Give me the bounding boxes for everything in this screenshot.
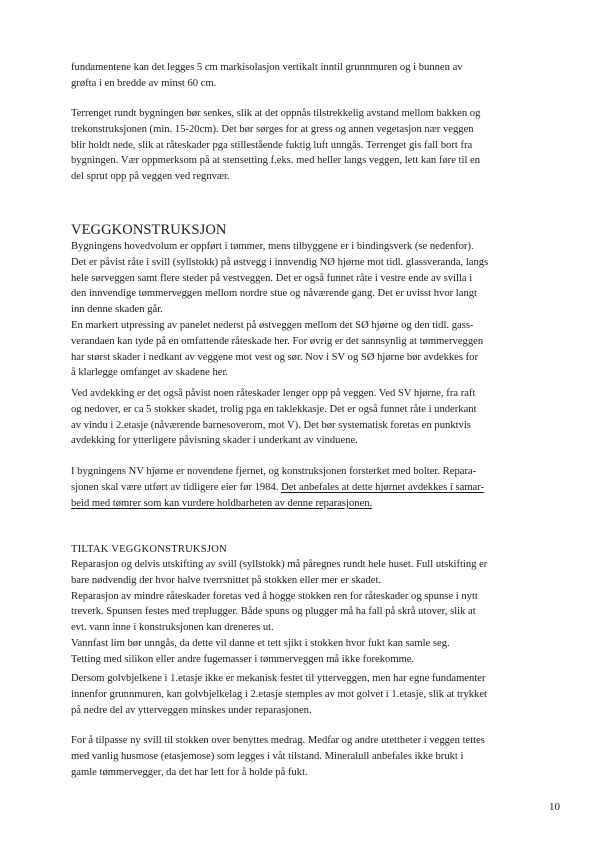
text-line: Bygningens hovedvolum er oppført i tømmer, mens tilbyggene er i bindingsverk (se nedenfor). — [71, 241, 474, 252]
text-line: del sprut opp på veggen ved regnvær. — [71, 171, 230, 183]
text-line: Ved avdekking er det også påvist noen råteskader lenger opp på veggen. Ved SV hjørne, fra raft — [71, 388, 476, 399]
intro-paragraph-1 — [71, 60, 546, 92]
underlined-recommendation: Det anbefales at dette hjørnet avdekkes i samar- — [281, 481, 485, 493]
text-line: den innvendige tømmerveggen mellom nordre stue og nåværende gang. Det er uvisst hvor langt — [71, 288, 477, 300]
text-line: på nedre del av ytterveggen minskes under reparasjonen. — [71, 704, 312, 716]
text-line: har størst skader i nedkant av veggene mot vest og sør. Nov i SV og SØ hjørne bør avdekkes for — [71, 351, 479, 363]
text-line: avdekking for ytterligere påvisning skader i underkant av vinduene. — [71, 435, 358, 447]
section-heading: VEGGKONSTRUKSJON — [71, 222, 227, 238]
text-line: innenfor grunnmuren, kan golvbjelkelag i 2.etasje stemples av mot golvet i 1.etasje, slik at trykket — [71, 688, 487, 700]
text-line: Vannfast lim bør unngås, da dette vil danne et tett sjikt i stokken hvor fukt kan samle seg. — [71, 637, 450, 649]
page-number: 10 — [549, 801, 560, 813]
text-line: Reparasjon og delvis utskifting av svill (syllstokk) må påregnes rundt hele huset. Full utskifting er — [71, 559, 488, 570]
section1-paragraph-2 — [71, 386, 546, 449]
section-heading-veggkonstruksjon — [71, 221, 546, 239]
text-line: Reparasjon av mindre råteskader foretas ved å hogge stokken ren for råteskader og spunse i nytt — [71, 590, 478, 602]
text-line: med vanlig husmose (etasjemose) som legges i våt tilstand. Mineralull anbefales ikke brukt i — [71, 750, 464, 762]
text-line: trekonstruksjonen (min. 15-20cm). Det bør sørges for at gress og annen vegetasjon nær veggen — [71, 123, 474, 135]
text-line: inn denne skaden går. — [71, 304, 163, 316]
text-line: og nedover, er ca 5 stokker skadet, trolig pga en taklekkasje. Det er også funnet råte i underkant — [71, 403, 477, 415]
text-line: Dersom golvbjelkene i 1.etasje ikke er mekanisk festet til ytterveggen, men har egne fundamenter — [71, 673, 486, 684]
text-line: blir holdt nede, slik at råteskader pga stillestående fuktig luft unngås. Terrenget gis fall bort fra — [71, 139, 473, 151]
text-line: hele sørveggen samt flere steder på vestveggen. Det er også funnet råte i vestre ende av svilla i — [71, 272, 473, 284]
section-heading: TILTAK VEGGKONSTRUKSJON — [71, 544, 227, 555]
section2-paragraph-2 — [71, 671, 546, 718]
section2-paragraph-3 — [71, 733, 546, 780]
text-line: treverk. Spunsen festes med treplugger. Både spuns og plugger må ha fall på skrå utover, slik at — [71, 606, 476, 618]
text-line: verandaen kan tyde på en omfattende råteskade her. For øvrig er det sannsynlig at tømmerveggen — [71, 335, 484, 347]
text-line: I bygningens NV hjørne er novendene fjernet, og konstruksjonen forsterket med bolter. Repara- — [71, 466, 477, 477]
text-line: Terrenget rundt bygningen bør senkes, slik at det oppnås tilstrekkelig avstand mellom bakken og — [71, 108, 481, 119]
section1-paragraph-3 — [71, 464, 546, 511]
text-line: å klarlegge omfanget av skadene her. — [71, 367, 229, 379]
text-line: evt. vann inne i konstruksjonen kan dreneres ut. — [71, 622, 274, 634]
text-line — [71, 480, 546, 496]
text-line: av vindu i 2.etasje (nåværende barnesoverom, mot V). Det bør systematisk foretas en punktvis — [71, 419, 471, 431]
section1-paragraph-1 — [71, 239, 546, 381]
text-line: bare nødvendig der hvor halve tverrsnittet på stokken eller mer er skadet. — [71, 574, 382, 586]
section2-paragraph-1 — [71, 557, 546, 668]
text-line: gamle tømmervegger, da det har lett for å holde på fukt. — [71, 766, 308, 778]
section-heading-tiltak — [71, 542, 546, 558]
text-span: sjonen skal være utført av tidligere eier før 1984. — [71, 481, 282, 493]
intro-paragraph-2 — [71, 106, 546, 185]
text-line: Tetting med silikon eller andre fugemasser i tømmerveggen må ikke forekomme. — [71, 653, 415, 665]
text-line: fundamentene kan det legges 5 cm markisolasjon vertikalt inntil grunnmuren og i bunnen av — [71, 62, 463, 73]
text-line — [71, 496, 546, 512]
text-line: En markert utpressing av panelet nederst på østveggen mellom det SØ hjørne og den tidl. gass- — [71, 319, 474, 331]
text-line: Det er påvist råte i svill (syllstokk) på østvegg i innvendig NØ hjørne mot tidl. glassveranda, langs — [71, 256, 489, 268]
text-line: bygningen. Vær oppmerksom på at stensetting f.eks. med heller langs veggen, lett kan føre til en — [71, 155, 481, 167]
underlined-recommendation: beid med tømrer som kan vurdere holdbarheten av denne reparasjonen. — [71, 497, 373, 509]
text-line: grøfta i en bredde av minst 60 cm. — [71, 77, 217, 89]
text-line: For å tilpasse ny svill til stokken over benyttes medrag. Medfar og andre utettheter i veggen tettes — [71, 735, 485, 746]
